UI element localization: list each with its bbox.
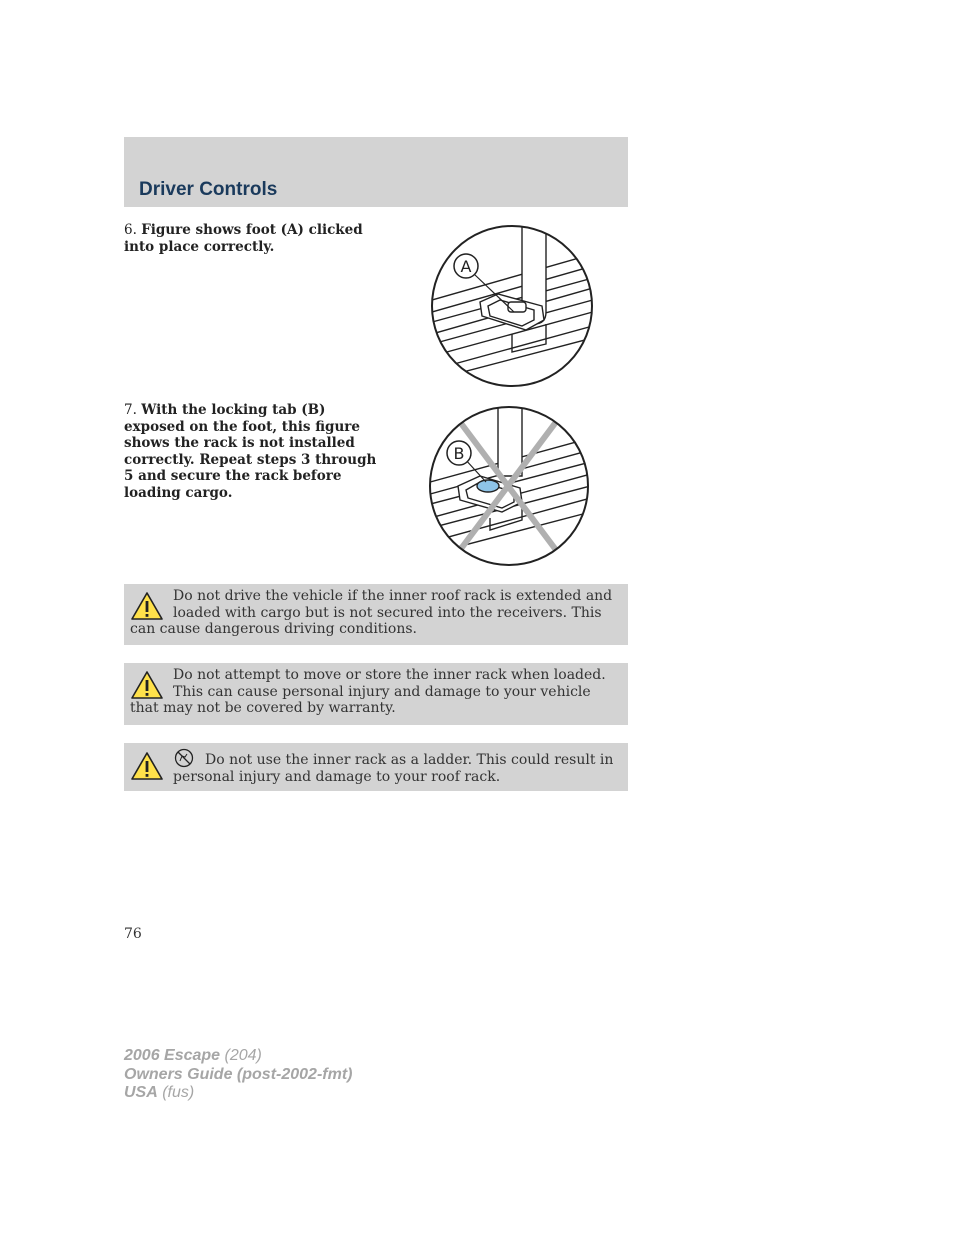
footer-line-guide: Owners Guide (post-2002-fmt) (124, 1065, 353, 1083)
warning-text: Do not attempt to move or store the inner rack when loaded. This can cause personal injury and damage to your vehicle that may not be covered by warranty. (130, 667, 606, 716)
warning-box-3 (124, 743, 628, 791)
roof-rack-foot-correct-figure (430, 224, 594, 388)
no-climbing-icon (173, 748, 195, 768)
step-text: Figure shows foot (A) clicked into place correctly. (124, 222, 363, 255)
footer-line-model: 2006 Escape (204) (124, 1047, 262, 1064)
callout-label-b: B (453, 444, 465, 463)
warning-triangle-icon (130, 591, 164, 621)
page-number: 76 (124, 926, 142, 942)
step-7 (124, 402, 384, 501)
step-number: 6. (124, 222, 137, 238)
step-6 (124, 222, 382, 255)
roof-rack-tab-exposed-incorrect-figure (428, 406, 590, 568)
document-footer (124, 1047, 352, 1103)
footer-line-market: USA (fus) (124, 1084, 195, 1101)
step-text: With the locking tab (B) exposed on the foot, this figure shows the rack is not installed correctly. Repeat steps 3 through 5 and secure the rack before loading cargo. (124, 402, 377, 501)
section-header-band (124, 137, 628, 207)
warning-box-2 (124, 663, 628, 725)
section-title: Driver Controls (139, 179, 278, 200)
warning-text: Do not use the inner rack as a ladder. This could result in personal injury and damage to your roof rack. (173, 752, 614, 785)
callout-label-a: A (460, 257, 472, 276)
warning-triangle-icon (130, 670, 164, 700)
step-number: 7. (124, 402, 137, 418)
warning-triangle-icon (130, 751, 164, 781)
warning-box-1 (124, 584, 628, 645)
warning-text: Do not drive the vehicle if the inner roof rack is extended and loaded with cargo but is not secured into the receivers. This can cause dangerous driving conditions. (130, 588, 613, 637)
